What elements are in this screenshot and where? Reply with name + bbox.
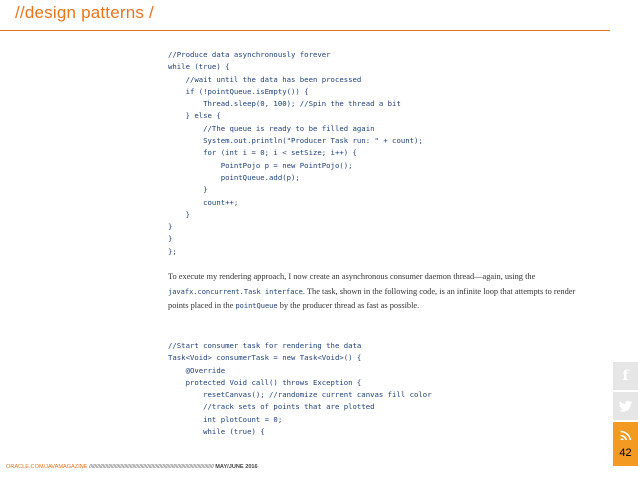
twitter-icon[interactable]	[613, 392, 638, 420]
footer-divider: ////////////////////////////////////////////////////////////////////////////////////////////	[89, 464, 214, 470]
code-block-consumer: //Start consumer task for rendering the data Task<Void> consumerTask = new Task<Void>() { @Override protected Void call() throws Exception { resetCanvas(); //randomize current canvas fill color //track sets of points that are plotted int plotCount = 0; while (true) {	[168, 341, 432, 437]
inline-code-pointqueue: pointQueue	[235, 302, 278, 310]
header-divider	[0, 30, 610, 31]
social-sidebar	[613, 362, 638, 452]
paragraph-text-3: by the producer thread as fast as possible.	[277, 301, 420, 310]
page-number: 42	[613, 440, 638, 466]
paragraph-text-1: To execute my rendering approach, I now create an asynchronous consumer daemon thread—again, using the	[168, 272, 536, 281]
footer	[6, 464, 258, 470]
facebook-icon[interactable]	[613, 362, 638, 390]
footer-issue-date: MAY/JUNE 2016	[215, 464, 258, 470]
body-paragraph	[168, 270, 578, 314]
page-title: //design patterns /	[15, 3, 154, 22]
inline-code-task-interface: javafx.concurrent.Task interface	[168, 287, 303, 296]
footer-site-link[interactable]: ORACLE.COM/JAVAMAGAZINE	[6, 464, 88, 470]
code-block-producer: //Produce data asynchronously forever while (true) { //wait until the data has been processed if (!pointQueue.isEmpty()) { Thread.sleep(0, 100); //Spin the thread a bit } else { //The queue is ready to be filled again System.out.println("Producer Task run: " + count); for (int i = 0; i < setSize; i++) { PointPojo p = new PointPojo(); pointQueue.add(p); } count++; } } } };	[168, 50, 423, 256]
paragraph-text-2: . The task, shown in the following code, is an infinite loop that attempts to render points placed in the	[168, 286, 576, 310]
twitter-bird-icon	[619, 400, 633, 412]
facebook-glyph: f	[622, 368, 629, 384]
